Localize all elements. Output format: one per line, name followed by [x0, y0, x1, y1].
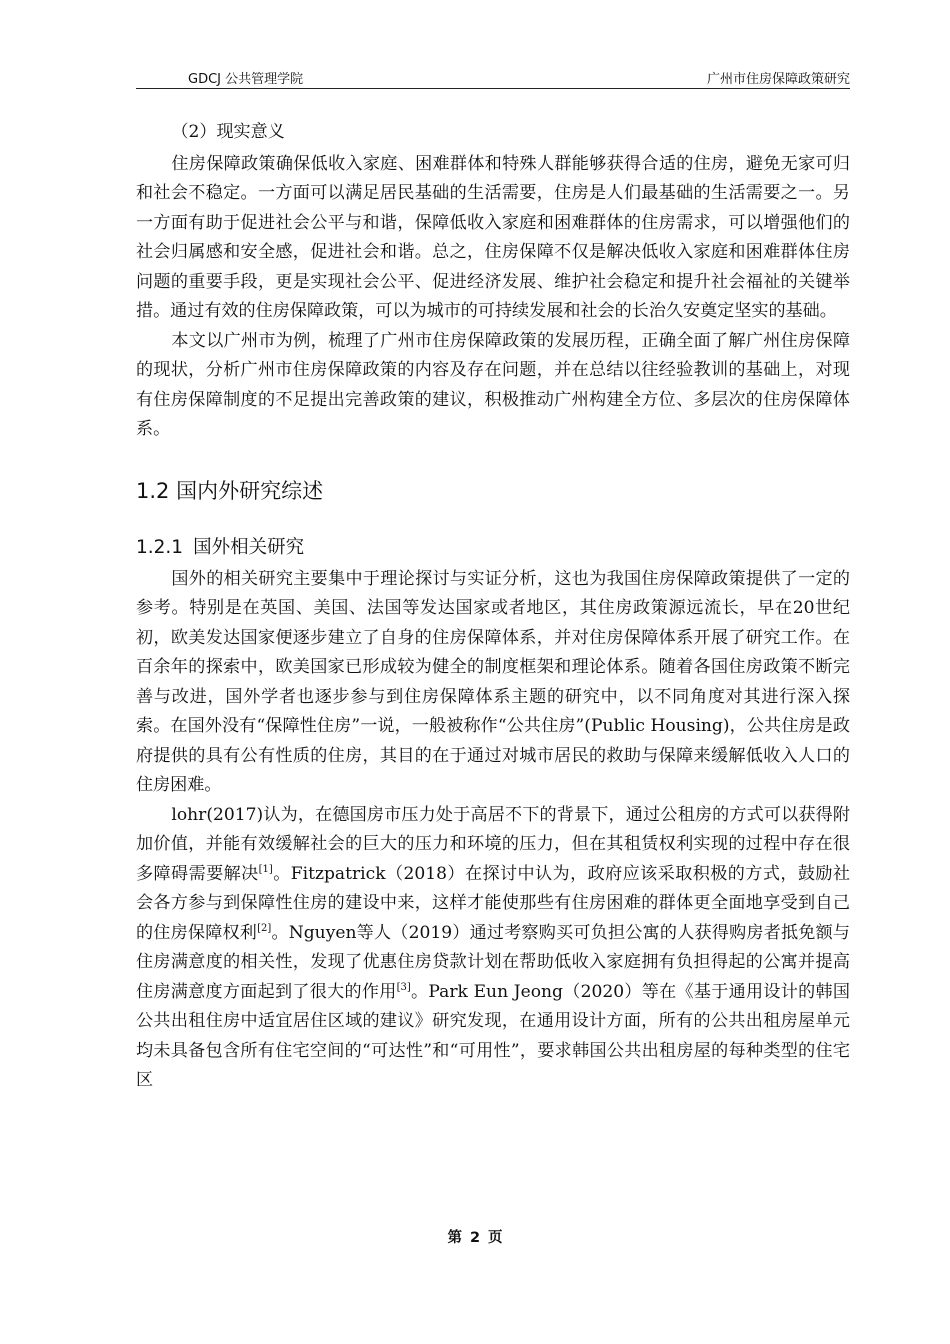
subsection-title: 国外相关研究 [193, 536, 305, 558]
header-institution: GDCJ 公共管理学院 [188, 72, 304, 87]
paragraph-practical-significance: 住房保障政策确保低收入家庭、困难群体和特殊人群能够获得合适的住房，避免无家可归和社会不稳定。一方面可以满足居民基础的生活需要，住房是人们最基础的生活需要之一。另一方面有助于促进社会公平与和谐，保障低收入家庭和困难群体的住房需求，可以增强他们的社会归属感和安全感，促进社会和谐。总之，住房保障不仅是解决低收入家庭和困难群体住房问题的重要手段，更是实现社会公平、促进经济发展、维护社会稳定和提升社会福祉的关键举措。通过有效的住房保障政策，可以为城市的可持续发展和社会的长治久安奠定坚实的基础。 [136, 153, 850, 321]
subsection-label: （2）现实意义 [171, 122, 285, 142]
paragraph-foreign-overview: 国外的相关研究主要集中于理论探讨与实证分析，这也为我国住房保障政策提供了一定的参考。特别是在英国、美国、法国等发达国家或者地区，其住房政策源远流长，早在20世纪初，欧美发达国家便逐步建立了自身的住房保障体系，并对住房保障体系开展了研究工作。在百余年的探索中，欧美国家已形成较为健全的制度框架和理论体系。随着各国住房政策不断完善与改进，国外学者也逐步参与到住房保障体系主题的研究中，以不同角度对其进行深入探索。在国外没有“保障性住房”一说，一般被称作“公共住房”(Public Housing)，公共住房是政府提供的具有公有性质的住房，其目的在于通过对城市居民的救助与保障来缓解低收入人口的住房困难。 [136, 568, 850, 795]
text-segment: 。Nguyen等人（2019）通过考察购买可负担公寓的人获得购房者抵免额与住房满意度的相关性，发现了优惠住房贷款计划在帮助低收入家庭拥有负担得起的公寓并提高住房满意度方面起到了很大的作用 [136, 922, 850, 1002]
paragraph-literature-review [136, 801, 850, 1096]
text-segment: 。Park Eun Jeong（2020）等在《基于通用设计的韩国公共出租住房中适宜居住区域的建议》研究发现，在通用设计方面，所有的公共出租房屋单元均未具备包含所有住宅空间的“可达性”和“可用性”，要求韩国公共出租房屋的每种类型的住宅区 [136, 981, 851, 1090]
citation-1: [1] [258, 863, 273, 875]
text-segment: lohr(2017)认为，在德国房市压力处于高居不下的背景下，通过公租房的方式可以获得附加价值，并能有效缓解社会的巨大的压力和环境的压力，但在其租赁权利实现的过程中存在很多障碍需要解决 [136, 804, 850, 884]
page-footer [0, 1226, 950, 1247]
page-body [136, 118, 850, 1096]
section-heading: 1.2 国内外研究综述 [136, 478, 324, 503]
citation-3: [3] [396, 981, 411, 993]
text-segment: 。Fitzpatrick（2018）在探讨中认为，政府应该采取积极的方式，鼓励社会各方参与到保障性住房的建设中来，这样才能使那些有住房困难的群体更全面地享受到自己的住房保障权利 [136, 863, 850, 943]
paragraph-study-scope: 本文以广州市为例，梳理了广州市住房保障政策的发展历程，正确全面了解广州住房保障的现状，分析广州市住房保障政策的内容及存在问题，并在总结以往经验教训的基础上，对现有住房保障制度的不足提出完善政策的建议，积极推动广州构建全方位、多层次的住房保障体系。 [136, 330, 850, 439]
subsection-number: 1.2.1 [136, 536, 184, 558]
citation-2: [2] [257, 922, 272, 934]
page-header [136, 66, 850, 89]
page-number: 2 [469, 1230, 481, 1246]
header-thesis-title: 广州市住房保障政策研究 [706, 72, 850, 87]
page-number-prefix: 第 [447, 1230, 462, 1246]
subsection-heading [136, 530, 850, 565]
page-number-suffix: 页 [488, 1230, 503, 1246]
